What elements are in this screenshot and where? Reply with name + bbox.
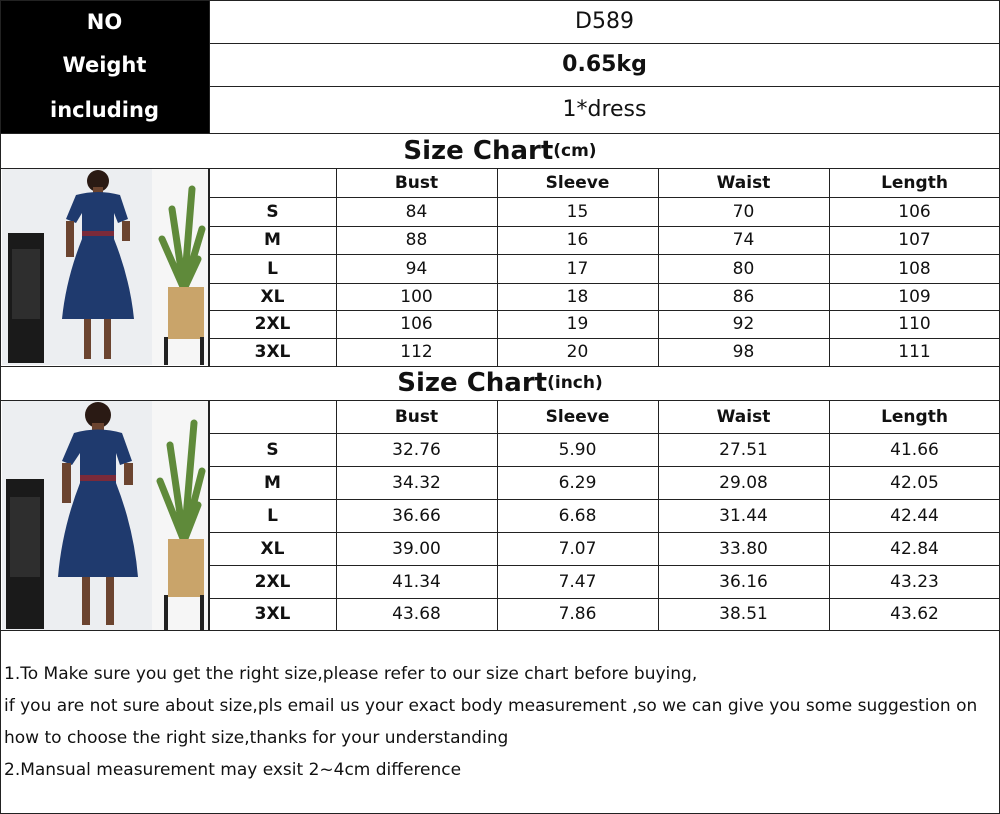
size-notes bbox=[4, 658, 994, 786]
table-cell: 74 bbox=[732, 230, 755, 250]
table-cell: 31.44 bbox=[719, 505, 768, 526]
grid-line bbox=[0, 400, 1000, 401]
size-label: M bbox=[264, 472, 281, 493]
grid-line bbox=[658, 400, 659, 630]
grid-line bbox=[209, 433, 1000, 434]
grid-line bbox=[829, 168, 830, 366]
table-cell: 92 bbox=[732, 314, 755, 334]
grid-line bbox=[209, 86, 1000, 87]
table-cell: 94 bbox=[405, 258, 428, 279]
size-label: S bbox=[266, 439, 279, 460]
note-line: how to choose the right size,thanks for your understanding bbox=[4, 728, 509, 748]
size-label: 2XL bbox=[254, 571, 291, 592]
table-cell: 20 bbox=[566, 342, 589, 362]
table-cell: 42.84 bbox=[890, 538, 939, 559]
table-cell: 43.23 bbox=[890, 571, 939, 592]
table-cell: 5.90 bbox=[558, 439, 597, 460]
grid-line bbox=[209, 499, 1000, 500]
grid-line bbox=[0, 168, 1000, 169]
table-cell: 27.51 bbox=[719, 439, 768, 460]
table-cell: 17 bbox=[566, 258, 589, 279]
cm-chart-title bbox=[0, 133, 1000, 168]
note-line: if you are not sure about size,pls email us your exact body measurement ,so we can give you some suggestion on bbox=[4, 696, 978, 716]
size-label: L bbox=[267, 258, 278, 279]
table-cell: 32.76 bbox=[392, 439, 441, 460]
grid-line bbox=[0, 630, 1000, 631]
table-cell: 43.62 bbox=[890, 604, 939, 624]
table-cell: 108 bbox=[898, 258, 931, 279]
table-cell: 107 bbox=[898, 230, 931, 250]
table-cell: 106 bbox=[898, 201, 931, 222]
table-cell: 7.07 bbox=[558, 538, 597, 559]
table-cell: 19 bbox=[566, 314, 589, 334]
grid-line bbox=[336, 400, 337, 630]
size-label: XL bbox=[260, 286, 285, 307]
grid-line bbox=[209, 254, 1000, 255]
table-cell: 18 bbox=[566, 286, 589, 307]
table-cell: 6.29 bbox=[558, 472, 597, 493]
grid-line bbox=[0, 366, 1000, 367]
grid-line bbox=[209, 598, 1000, 599]
inch-chart-title-text: Size Chart bbox=[397, 368, 548, 398]
table-cell: 36.66 bbox=[392, 505, 441, 526]
grid-line bbox=[658, 168, 659, 366]
grid-line bbox=[209, 43, 1000, 44]
column-header: Waist bbox=[716, 406, 771, 427]
table-cell: 98 bbox=[732, 342, 755, 362]
grid-line bbox=[209, 565, 1000, 566]
table-cell: 111 bbox=[898, 342, 931, 362]
table-cell: 7.86 bbox=[558, 604, 597, 624]
table-cell: 36.16 bbox=[719, 571, 768, 592]
note-line: 2.Mansual measurement may exsit 2~4cm difference bbox=[4, 760, 462, 780]
dress-photo-inch bbox=[2, 401, 208, 630]
grid-line bbox=[209, 338, 1000, 339]
table-cell: 15 bbox=[566, 201, 589, 222]
grid-line bbox=[0, 0, 1000, 1]
table-cell: 41.66 bbox=[890, 439, 939, 460]
info-value-weight: 0.65kg bbox=[562, 52, 647, 77]
table-cell: 42.44 bbox=[890, 505, 939, 526]
table-cell: 109 bbox=[898, 286, 931, 307]
info-label-including: including bbox=[50, 97, 159, 122]
table-cell: 100 bbox=[400, 286, 433, 307]
info-label-no: NO bbox=[86, 9, 123, 34]
grid-line bbox=[209, 283, 1000, 284]
grid-line bbox=[497, 168, 498, 366]
column-header: Waist bbox=[716, 172, 771, 193]
cm-chart-unit: (cm) bbox=[553, 140, 597, 161]
table-cell: 80 bbox=[732, 258, 755, 279]
grid-line bbox=[497, 400, 498, 630]
grid-line bbox=[208, 168, 209, 366]
column-header: Bust bbox=[394, 406, 439, 427]
grid-line bbox=[209, 226, 1000, 227]
grid-line bbox=[209, 532, 1000, 533]
inch-chart-title bbox=[0, 366, 1000, 400]
grid-line bbox=[829, 400, 830, 630]
note-line: 1.To Make sure you get the right size,please refer to our size chart before buying, bbox=[4, 664, 698, 684]
grid-line bbox=[336, 168, 337, 366]
table-cell: 106 bbox=[400, 314, 433, 334]
table-cell: 34.32 bbox=[392, 472, 441, 493]
column-header: Length bbox=[881, 406, 948, 427]
grid-line bbox=[208, 400, 209, 630]
size-label: 3XL bbox=[254, 342, 291, 362]
table-cell: 88 bbox=[405, 230, 428, 250]
table-cell: 16 bbox=[566, 230, 589, 250]
table-cell: 42.05 bbox=[890, 472, 939, 493]
table-cell: 112 bbox=[400, 342, 433, 362]
dress-photo-cm bbox=[2, 169, 208, 365]
size-label: 3XL bbox=[254, 604, 291, 624]
grid-line bbox=[209, 466, 1000, 467]
grid-line bbox=[209, 0, 210, 133]
info-value-no: D589 bbox=[575, 9, 634, 34]
info-value-including: 1*dress bbox=[562, 97, 647, 122]
table-cell: 41.34 bbox=[392, 571, 441, 592]
table-cell: 33.80 bbox=[719, 538, 768, 559]
column-header: Length bbox=[881, 172, 948, 193]
size-label: L bbox=[267, 505, 278, 526]
grid-line bbox=[209, 400, 210, 630]
grid-line bbox=[209, 197, 1000, 198]
cm-chart-title-text: Size Chart bbox=[403, 135, 554, 166]
grid-line bbox=[209, 168, 210, 366]
grid-line bbox=[0, 0, 1, 814]
column-header: Sleeve bbox=[545, 172, 610, 193]
grid-line bbox=[0, 133, 1000, 134]
table-cell: 6.68 bbox=[558, 505, 597, 526]
dress-image bbox=[2, 169, 208, 365]
table-cell: 38.51 bbox=[719, 604, 768, 624]
table-cell: 39.00 bbox=[392, 538, 441, 559]
size-label: M bbox=[264, 230, 281, 250]
info-label-weight: Weight bbox=[62, 52, 147, 77]
size-label: S bbox=[266, 201, 279, 222]
column-header: Bust bbox=[394, 172, 439, 193]
table-cell: 29.08 bbox=[719, 472, 768, 493]
size-label: XL bbox=[260, 538, 285, 559]
column-header: Sleeve bbox=[545, 406, 610, 427]
table-cell: 110 bbox=[898, 314, 931, 334]
grid-line bbox=[209, 310, 1000, 311]
table-cell: 84 bbox=[405, 201, 428, 222]
dress-image bbox=[2, 401, 208, 630]
inch-chart-unit: (inch) bbox=[547, 373, 603, 393]
table-cell: 70 bbox=[732, 201, 755, 222]
table-cell: 7.47 bbox=[558, 571, 597, 592]
table-cell: 43.68 bbox=[392, 604, 441, 624]
table-cell: 86 bbox=[732, 286, 755, 307]
size-label: 2XL bbox=[254, 314, 291, 334]
